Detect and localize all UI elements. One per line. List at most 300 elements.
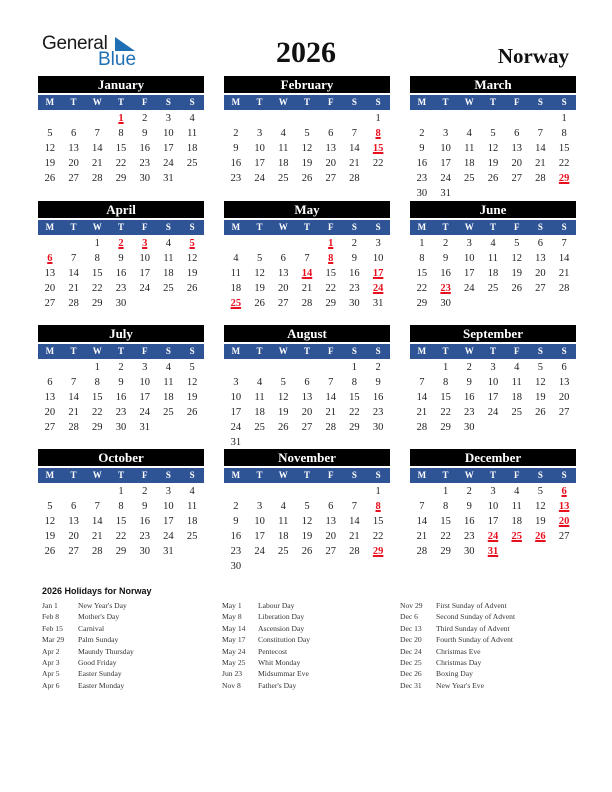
weekday-label: T: [256, 222, 263, 232]
day: 20: [278, 283, 289, 294]
day: 14: [535, 143, 546, 154]
holiday-row: [400, 601, 515, 612]
day: 26: [535, 407, 546, 418]
month-name: February: [224, 76, 390, 93]
day: 17: [254, 158, 265, 169]
day: 30: [464, 422, 475, 433]
day: 21: [68, 283, 79, 294]
day: 14: [325, 392, 336, 403]
day: 23: [464, 407, 475, 418]
day: 27: [68, 173, 79, 184]
weekday-label: S: [375, 470, 381, 480]
weekday-label: F: [327, 97, 334, 107]
day: 9: [233, 516, 239, 527]
weekday-header: [38, 220, 204, 235]
holiday-name: Liberation Day: [258, 612, 305, 622]
day: 15: [372, 516, 384, 527]
weekday-label: T: [442, 346, 449, 356]
empty-cell: [529, 111, 553, 126]
holiday-name: Constitution Day: [258, 635, 311, 645]
weekday-label: F: [513, 97, 520, 107]
weekday-label: S: [375, 222, 381, 232]
weekday-header: [224, 95, 390, 110]
empty-cell: [224, 484, 248, 499]
day: 4: [165, 362, 172, 373]
weekday-label: S: [165, 97, 171, 107]
day: 15: [115, 516, 127, 527]
day: 14: [416, 516, 428, 527]
month-june: [410, 201, 576, 311]
day: 29: [92, 298, 103, 309]
day: 6: [280, 253, 286, 264]
day: 5: [304, 128, 310, 139]
weekday-label: S: [537, 470, 543, 480]
day: 4: [490, 238, 496, 249]
weekday-label: M: [417, 222, 427, 232]
day: 12: [511, 253, 522, 264]
day: 7: [419, 501, 425, 512]
holiday-row: [400, 658, 515, 669]
empty-cell: [85, 111, 109, 126]
day: 3: [490, 362, 496, 373]
day: 2: [233, 501, 239, 512]
holiday-row: [400, 647, 515, 658]
day: 28: [301, 298, 313, 309]
month-november: [224, 449, 390, 574]
holiday-day: 31: [487, 546, 499, 557]
day: 16: [464, 516, 475, 527]
holiday-date: May 24: [222, 646, 246, 656]
empty-cell: [295, 360, 319, 375]
day: 26: [254, 298, 265, 309]
day: 29: [115, 173, 127, 184]
day: 6: [514, 128, 520, 139]
day: 1: [442, 362, 449, 373]
day: 20: [325, 531, 336, 542]
day: 27: [511, 173, 522, 184]
holiday-date: May 14: [222, 623, 246, 633]
day-grid: [410, 236, 576, 311]
day: 8: [94, 253, 100, 264]
day-grid: [410, 360, 576, 435]
day: 5: [304, 501, 310, 512]
day: 6: [70, 501, 77, 512]
day: 5: [490, 128, 496, 139]
month-april: [38, 201, 204, 311]
weekday-label: S: [189, 222, 195, 232]
day: 22: [416, 283, 428, 294]
day: 24: [230, 422, 242, 433]
day: 20: [511, 158, 522, 169]
holiday-day: 25: [511, 531, 522, 542]
holiday-date: Dec 6: [400, 612, 418, 622]
day: 29: [92, 422, 103, 433]
day: 23: [139, 158, 150, 169]
day: 13: [301, 392, 313, 403]
holiday-name: Fourth Sunday of Advent: [436, 635, 513, 645]
holiday-date: Dec 26: [400, 669, 422, 679]
empty-cell: [271, 111, 295, 126]
weekday-label: W: [278, 222, 288, 232]
day: 7: [304, 253, 310, 264]
day: 16: [230, 158, 242, 169]
day: 10: [254, 516, 265, 527]
day: 6: [328, 501, 334, 512]
holiday-date: May 17: [222, 635, 246, 645]
day: 25: [464, 173, 475, 184]
day: 4: [189, 486, 195, 497]
day: 1: [118, 486, 124, 497]
day: 10: [163, 128, 174, 139]
day: 19: [301, 531, 313, 542]
day: 16: [440, 268, 451, 279]
day: 8: [561, 128, 567, 139]
day: 25: [186, 531, 198, 542]
day: 18: [230, 283, 242, 294]
day: 30: [230, 561, 242, 572]
day: 18: [487, 268, 499, 279]
weekday-label: F: [513, 470, 520, 480]
holiday-row: [222, 612, 310, 623]
day-grid: [224, 484, 390, 574]
day: 6: [328, 128, 334, 139]
day: 9: [142, 128, 148, 139]
day: 11: [511, 501, 522, 512]
day-grid: [224, 360, 390, 450]
holiday-date: Apr 6: [42, 680, 60, 690]
day: 15: [558, 143, 570, 154]
weekday-label: M: [45, 222, 55, 232]
holiday-day: 29: [558, 173, 570, 184]
weekday-label: W: [464, 470, 474, 480]
weekday-label: S: [561, 346, 567, 356]
month-name: April: [38, 201, 204, 218]
day: 3: [490, 486, 496, 497]
weekday-label: S: [375, 97, 381, 107]
day-grid: [38, 360, 204, 435]
day: 18: [278, 531, 289, 542]
holiday-name: First Sunday of Advent: [436, 601, 507, 610]
month-name: May: [224, 201, 390, 218]
day: 15: [440, 516, 451, 527]
day: 19: [487, 158, 499, 169]
day: 24: [464, 283, 475, 294]
holiday-date: Feb 15: [42, 623, 63, 633]
weekday-label: M: [417, 97, 427, 107]
day: 7: [328, 377, 334, 388]
empty-cell: [343, 484, 367, 499]
day: 17: [163, 143, 174, 154]
month-january: [38, 76, 204, 186]
weekday-header: [38, 468, 204, 483]
day: 9: [375, 377, 381, 388]
holiday-date: May 8: [222, 612, 242, 622]
day: 31: [139, 422, 150, 433]
holiday-day: 8: [375, 128, 381, 139]
day: 22: [349, 407, 360, 418]
day: 23: [230, 173, 242, 184]
weekday-header: [38, 344, 204, 359]
empty-cell: [295, 484, 319, 499]
month-february: [224, 76, 390, 186]
day: 21: [92, 531, 103, 542]
day: 28: [349, 173, 360, 184]
day: 28: [558, 283, 570, 294]
weekday-label: S: [165, 222, 171, 232]
day: 23: [464, 531, 475, 542]
empty-cell: [434, 111, 458, 126]
holiday-column: [400, 601, 515, 692]
holiday-name: Midsummar Eve: [258, 669, 309, 679]
day: 17: [163, 516, 174, 527]
day: 2: [118, 362, 124, 373]
day: 3: [442, 128, 449, 139]
day: 3: [142, 362, 148, 373]
day: 7: [351, 128, 358, 139]
holiday-name: Palm Sunday: [78, 635, 119, 645]
day-grid: [224, 236, 390, 311]
day: 22: [115, 531, 127, 542]
day: 11: [187, 128, 198, 139]
day: 20: [301, 407, 313, 418]
day: 30: [139, 173, 150, 184]
holiday-row: [42, 647, 134, 658]
day: 20: [325, 158, 336, 169]
weekday-label: T: [442, 97, 449, 107]
day-grid: [38, 484, 204, 559]
day: 25: [511, 407, 522, 418]
day: 17: [254, 531, 265, 542]
day: 11: [254, 392, 265, 403]
day: 19: [44, 158, 56, 169]
day: 17: [464, 268, 475, 279]
day: 17: [487, 516, 499, 527]
holiday-date: Feb 8: [42, 612, 60, 622]
day: 21: [68, 407, 79, 418]
day: 7: [561, 238, 567, 249]
empty-cell: [319, 111, 343, 126]
day: 22: [372, 158, 384, 169]
day: 27: [535, 283, 546, 294]
weekday-header: [224, 468, 390, 483]
logo-text-general: General: [42, 33, 108, 54]
day: 30: [349, 298, 360, 309]
day: 4: [466, 128, 472, 139]
empty-cell: [481, 111, 505, 126]
month-march: [410, 76, 576, 201]
weekday-label: F: [141, 97, 148, 107]
day: 5: [47, 501, 53, 512]
day: 11: [278, 516, 289, 527]
day: 4: [280, 501, 286, 512]
day: 14: [416, 392, 428, 403]
empty-cell: [62, 236, 86, 251]
day: 12: [535, 501, 546, 512]
day: 26: [511, 283, 522, 294]
day: 10: [440, 143, 451, 154]
holiday-row: [222, 681, 310, 692]
day: 21: [558, 268, 570, 279]
weekday-label: T: [442, 470, 449, 480]
day: 29: [440, 422, 451, 433]
day: 23: [416, 173, 428, 184]
day: 23: [115, 283, 127, 294]
day: 9: [351, 253, 358, 264]
day: 20: [68, 531, 79, 542]
day: 10: [230, 392, 242, 403]
day: 1: [419, 238, 425, 249]
day: 18: [254, 407, 265, 418]
holiday-name: Good Friday: [78, 657, 117, 667]
day: 10: [487, 377, 499, 388]
day: 4: [256, 377, 263, 388]
day: 14: [349, 143, 360, 154]
weekday-label: T: [70, 222, 77, 232]
day: 27: [558, 407, 570, 418]
empty-cell: [224, 236, 248, 251]
weekday-label: W: [464, 222, 474, 232]
day: 14: [68, 268, 79, 279]
weekday-label: S: [189, 470, 195, 480]
day: 19: [44, 531, 56, 542]
day: 14: [349, 516, 360, 527]
day: 11: [230, 268, 241, 279]
day: 20: [44, 407, 56, 418]
weekday-label: F: [327, 470, 334, 480]
day: 8: [351, 377, 358, 388]
holiday-name: Easter Sunday: [78, 669, 122, 679]
day: 25: [487, 283, 499, 294]
day: 29: [416, 298, 428, 309]
day: 19: [301, 158, 313, 169]
weekday-label: S: [351, 222, 357, 232]
day: 8: [442, 501, 449, 512]
day: 6: [70, 128, 77, 139]
day: 4: [514, 362, 520, 373]
day: 4: [514, 486, 520, 497]
day: 2: [142, 486, 148, 497]
day: 11: [511, 377, 522, 388]
day: 3: [165, 486, 172, 497]
day: 16: [115, 268, 127, 279]
day: 12: [535, 377, 546, 388]
weekday-label: M: [231, 470, 241, 480]
month-may: [224, 201, 390, 311]
day: 7: [537, 128, 544, 139]
empty-cell: [224, 360, 248, 375]
day: 4: [233, 253, 239, 264]
holiday-row: [42, 681, 134, 692]
weekday-label: S: [351, 346, 357, 356]
day: 11: [187, 501, 198, 512]
month-name: January: [38, 76, 204, 93]
day: 25: [254, 422, 265, 433]
day: 10: [372, 253, 384, 264]
day: 16: [230, 531, 242, 542]
day: 2: [466, 362, 472, 373]
holiday-name: Carnival: [78, 623, 105, 633]
day-grid: [410, 484, 576, 559]
day: 15: [115, 143, 127, 154]
day: 7: [94, 501, 100, 512]
weekday-label: T: [489, 97, 496, 107]
weekday-header: [410, 220, 576, 235]
day: 19: [254, 283, 265, 294]
day: 13: [68, 516, 79, 527]
empty-cell: [248, 484, 272, 499]
day: 13: [278, 268, 289, 279]
month-september: [410, 325, 576, 435]
day: 2: [466, 486, 472, 497]
day: 29: [440, 546, 451, 557]
weekday-header: [224, 344, 390, 359]
day: 18: [464, 158, 475, 169]
weekday-label: W: [92, 470, 102, 480]
day: 19: [278, 407, 289, 418]
day: 26: [278, 422, 289, 433]
day: 28: [92, 173, 103, 184]
day: 13: [558, 377, 570, 388]
month-name: March: [410, 76, 576, 93]
weekday-label: F: [141, 222, 148, 232]
day: 13: [325, 516, 336, 527]
weekday-label: T: [303, 470, 310, 480]
weekday-label: T: [256, 346, 263, 356]
day: 14: [558, 253, 570, 264]
day: 11: [163, 253, 174, 264]
day: 5: [256, 253, 263, 264]
day: 23: [230, 546, 242, 557]
month-august: [224, 325, 390, 450]
day: 8: [442, 377, 449, 388]
holiday-name: Maundy Thursday: [78, 646, 134, 656]
day: 28: [68, 422, 79, 433]
day: 13: [68, 143, 79, 154]
weekday-label: S: [189, 97, 195, 107]
day: 10: [139, 253, 150, 264]
day: 24: [139, 283, 150, 294]
day: 14: [68, 392, 79, 403]
day: 17: [230, 407, 242, 418]
day: 12: [301, 143, 313, 154]
holiday-row: [42, 624, 134, 635]
day: 27: [44, 298, 56, 309]
day: 27: [44, 422, 56, 433]
holiday-row: [400, 681, 515, 692]
holiday-date: Jan 1: [42, 601, 58, 610]
day: 24: [163, 158, 174, 169]
day-grid: [410, 111, 576, 201]
day: 14: [92, 143, 103, 154]
holiday-name: Easter Monday: [78, 680, 125, 690]
weekday-label: W: [278, 97, 288, 107]
holiday-day: 3: [142, 238, 148, 249]
day: 17: [139, 392, 150, 403]
weekday-header: [224, 220, 390, 235]
weekday-label: S: [351, 470, 357, 480]
holiday-date: Dec 13: [400, 623, 422, 633]
day: 18: [278, 158, 289, 169]
weekday-label: T: [489, 470, 496, 480]
day: 3: [256, 501, 263, 512]
empty-cell: [410, 484, 434, 499]
day: 22: [558, 158, 570, 169]
weekday-label: F: [513, 346, 520, 356]
weekday-label: W: [464, 97, 474, 107]
day: 16: [372, 392, 384, 403]
day: 10: [464, 253, 475, 264]
weekday-label: T: [117, 346, 124, 356]
